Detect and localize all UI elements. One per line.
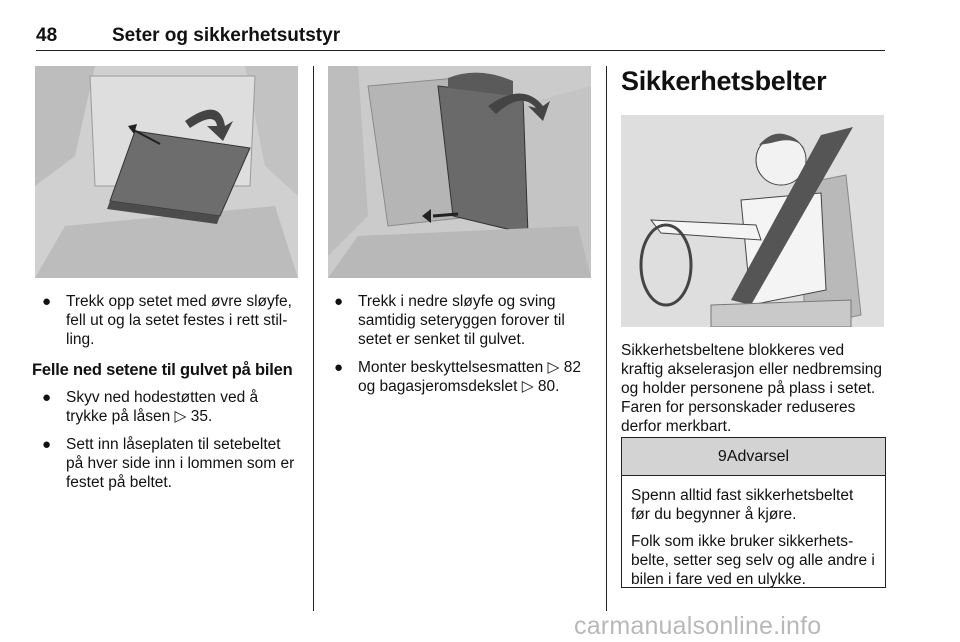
bullet-icon: ● xyxy=(42,389,52,406)
seatbelt-driver-illustration xyxy=(621,115,884,327)
warning-box xyxy=(621,437,886,588)
page-number: 48 xyxy=(36,25,58,46)
warning-header xyxy=(622,438,885,476)
bullet-icon: ● xyxy=(334,293,344,310)
warning-heading: Advarsel xyxy=(726,448,790,465)
fold-back-list xyxy=(328,292,593,396)
list-item: ● Monter beskyttelsesmatten ▷ 82 og bagasjeromsdekslet ▷ 80. xyxy=(334,359,581,395)
watermark: carmanualsonline.info xyxy=(574,612,822,640)
fold-floor-list xyxy=(36,388,301,492)
column-2 xyxy=(328,292,593,405)
page-header xyxy=(36,16,885,51)
column-divider-2 xyxy=(606,66,607,611)
chapter-title: Seter og sikkerhetsutstyr xyxy=(112,25,341,46)
seatbelt-paragraph: Sikkerhetsbeltene blokkeres ved kraftig akselerasjon eller nedbremsing og holder personene på plass i setet. Faren for personskader reduseres derfor merkbart. xyxy=(621,342,883,435)
bullet-icon: ● xyxy=(334,359,344,376)
list-item: ● Skyv ned hodestøtten ved å trykke på låsen ▷ 35. xyxy=(42,389,259,425)
column-divider-1 xyxy=(313,66,314,611)
fold-seat-list xyxy=(36,292,301,349)
bullet-icon: ● xyxy=(42,293,52,310)
warning-body xyxy=(622,476,885,589)
warning-text-1: Spenn alltid fast sikkerhetsbeltet før du begynner å kjøre. xyxy=(631,487,854,523)
seat-fold-illustration xyxy=(35,66,298,278)
warning-text-2: Folk som ikke bruker sikkerhetsbelte, setter seg selv og alle andre i bilen i fare ved en ulykke. xyxy=(631,533,875,588)
list-item: ● Trekk opp setet med øvre sløyfe, fell ut og la setet festes i rett stilling. xyxy=(42,293,292,348)
bullet-icon: ● xyxy=(42,436,52,453)
list-item: ● Trekk i nedre sløyfe og sving samtidig seteryggen forover til setet er senket til gulvet. xyxy=(334,293,565,348)
column-1 xyxy=(32,292,301,501)
list-item: ● Sett inn låseplaten til setebeltet på hver side inn i lommen som er festet på beltet. xyxy=(42,436,295,491)
subheading: Felle ned setene til gulvet på bilen xyxy=(32,361,293,379)
warning-symbol: 9 xyxy=(717,448,727,465)
section-title: Sikkerhetsbelter xyxy=(621,66,827,96)
seat-back-fold-illustration xyxy=(328,66,591,278)
